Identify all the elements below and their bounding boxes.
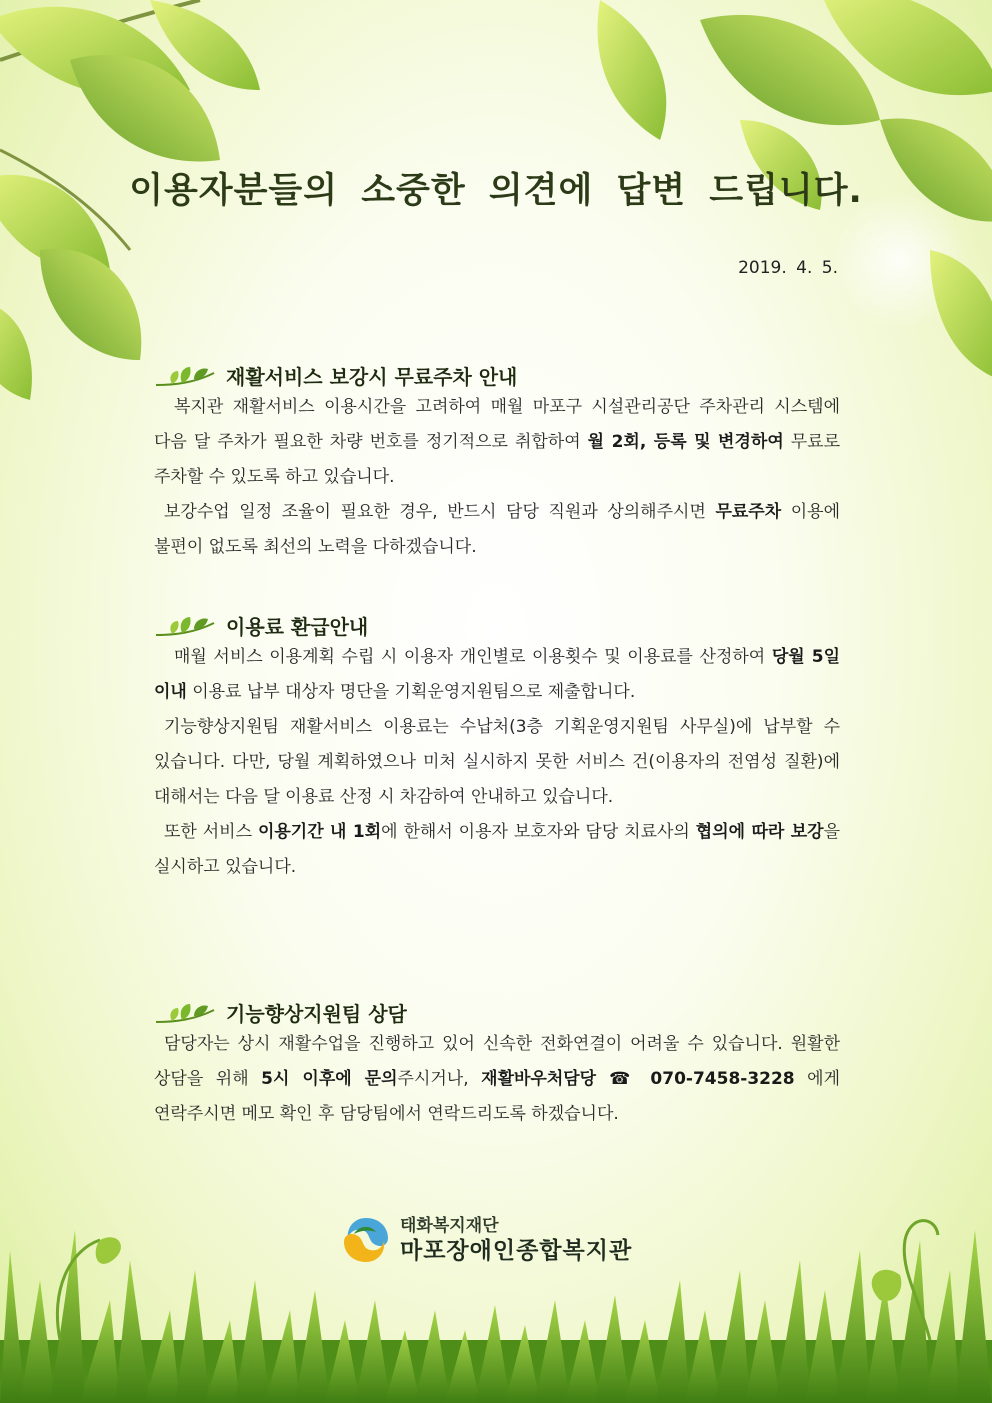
leaf-sprout-icon [154,363,216,387]
text-segment-bold: 협의에 따라 보강 [695,822,824,842]
paragraph [154,495,840,565]
text-segment: 주시거나, [397,1069,482,1089]
text-segment: 에 한해서 이용자 보호자와 담당 치료사의 [381,822,696,842]
organization-logo [340,1214,632,1266]
section-title: 이용료 환급안내 [226,614,369,639]
paragraph [154,640,840,710]
section-consultation [154,997,840,1132]
text-segment: 에게 연락주시면 메모 확인 후 담당팀에서 연락드리도록 하겠습니다. [154,1069,840,1124]
text-segment: 보강수업 일정 조율이 필요한 경우, 반드시 담당 직원과 상의해주시면 [164,502,716,522]
paragraph [154,815,840,885]
foundation-name: 태화복지재단 [400,1216,499,1236]
text-segment: 복지관 재활서비스 이용시간을 고려하여 매월 마포구 시설관리공단 주차관리 시스템에 다음 달 주차가 필요한 차량 번호를 정기적으로 취합하여 [154,397,840,452]
yin-yang-swirl-logo-icon [340,1214,392,1266]
leaf-sprout-icon [154,613,216,637]
page-title: 이용자분들의 소중한 의견에 답변 드립니다. [129,171,863,211]
text-segment-bold: 재활바우처담당 ☎ 070-7458-3228 [481,1069,795,1089]
text-segment-bold: 5시 이후에 문의 [261,1069,398,1089]
text-segment: 무료로 주차할 수 있도록 하고 있습니다. [154,432,841,487]
text-segment: 이용료 납부 대상자 명단을 기획운영지원팀으로 제출합니다. [186,682,636,702]
section-free-parking [154,360,840,565]
text-segment: 기능향상지원팀 재활서비스 이용료는 수납처(3층 기획운영지원팀 사무실)에 납부할 수 있습니다. 다만, 당월 계획하였으나 미처 실시하지 못한 서비스 건(이용자의 전염성 질환)에 대해서는 다음 달 이용료 산정 시 차감하여 안내하고 있습니다. [154,717,840,807]
paragraph [154,1027,840,1132]
section-title: 기능향상지원팀 상담 [226,1001,407,1026]
section-header [154,360,840,390]
text-segment: 또한 서비스 [164,822,258,842]
text-segment: 담당자는 상시 재활수업을 진행하고 있어 신속한 전화연결이 어려울 수 있습니다. 원활한 상담을 위해 [154,1034,840,1089]
text-segment: 이용에 불편이 없도록 최선의 노력을 다하겠습니다. [154,502,841,557]
section-header [154,997,840,1027]
section-header [154,610,840,640]
document-date: 2019. 4. 5. [738,258,838,278]
paragraph [154,710,840,815]
logo-text [400,1215,632,1265]
text-segment-bold: 이용기간 내 1회 [257,822,382,842]
leaf-sprout-icon [154,1000,216,1024]
text-segment: 매월 서비스 이용계획 수립 시 이용자 개인별로 이용횟수 및 이용료를 산정하여 [174,647,772,667]
text-segment-bold: 월 2회, 등록 및 변경하여 [587,432,784,452]
section-fee-refund [154,610,840,885]
section-title: 재활서비스 보강시 무료주차 안내 [226,364,518,389]
paragraph [154,390,840,495]
text-segment-bold: 당월 5일 이내 [154,647,840,702]
center-name: 마포장애인종합복지관 [400,1238,633,1264]
text-segment-bold: 무료주차 [715,502,782,522]
text-segment: 을 실시하고 있습니다. [154,822,840,877]
